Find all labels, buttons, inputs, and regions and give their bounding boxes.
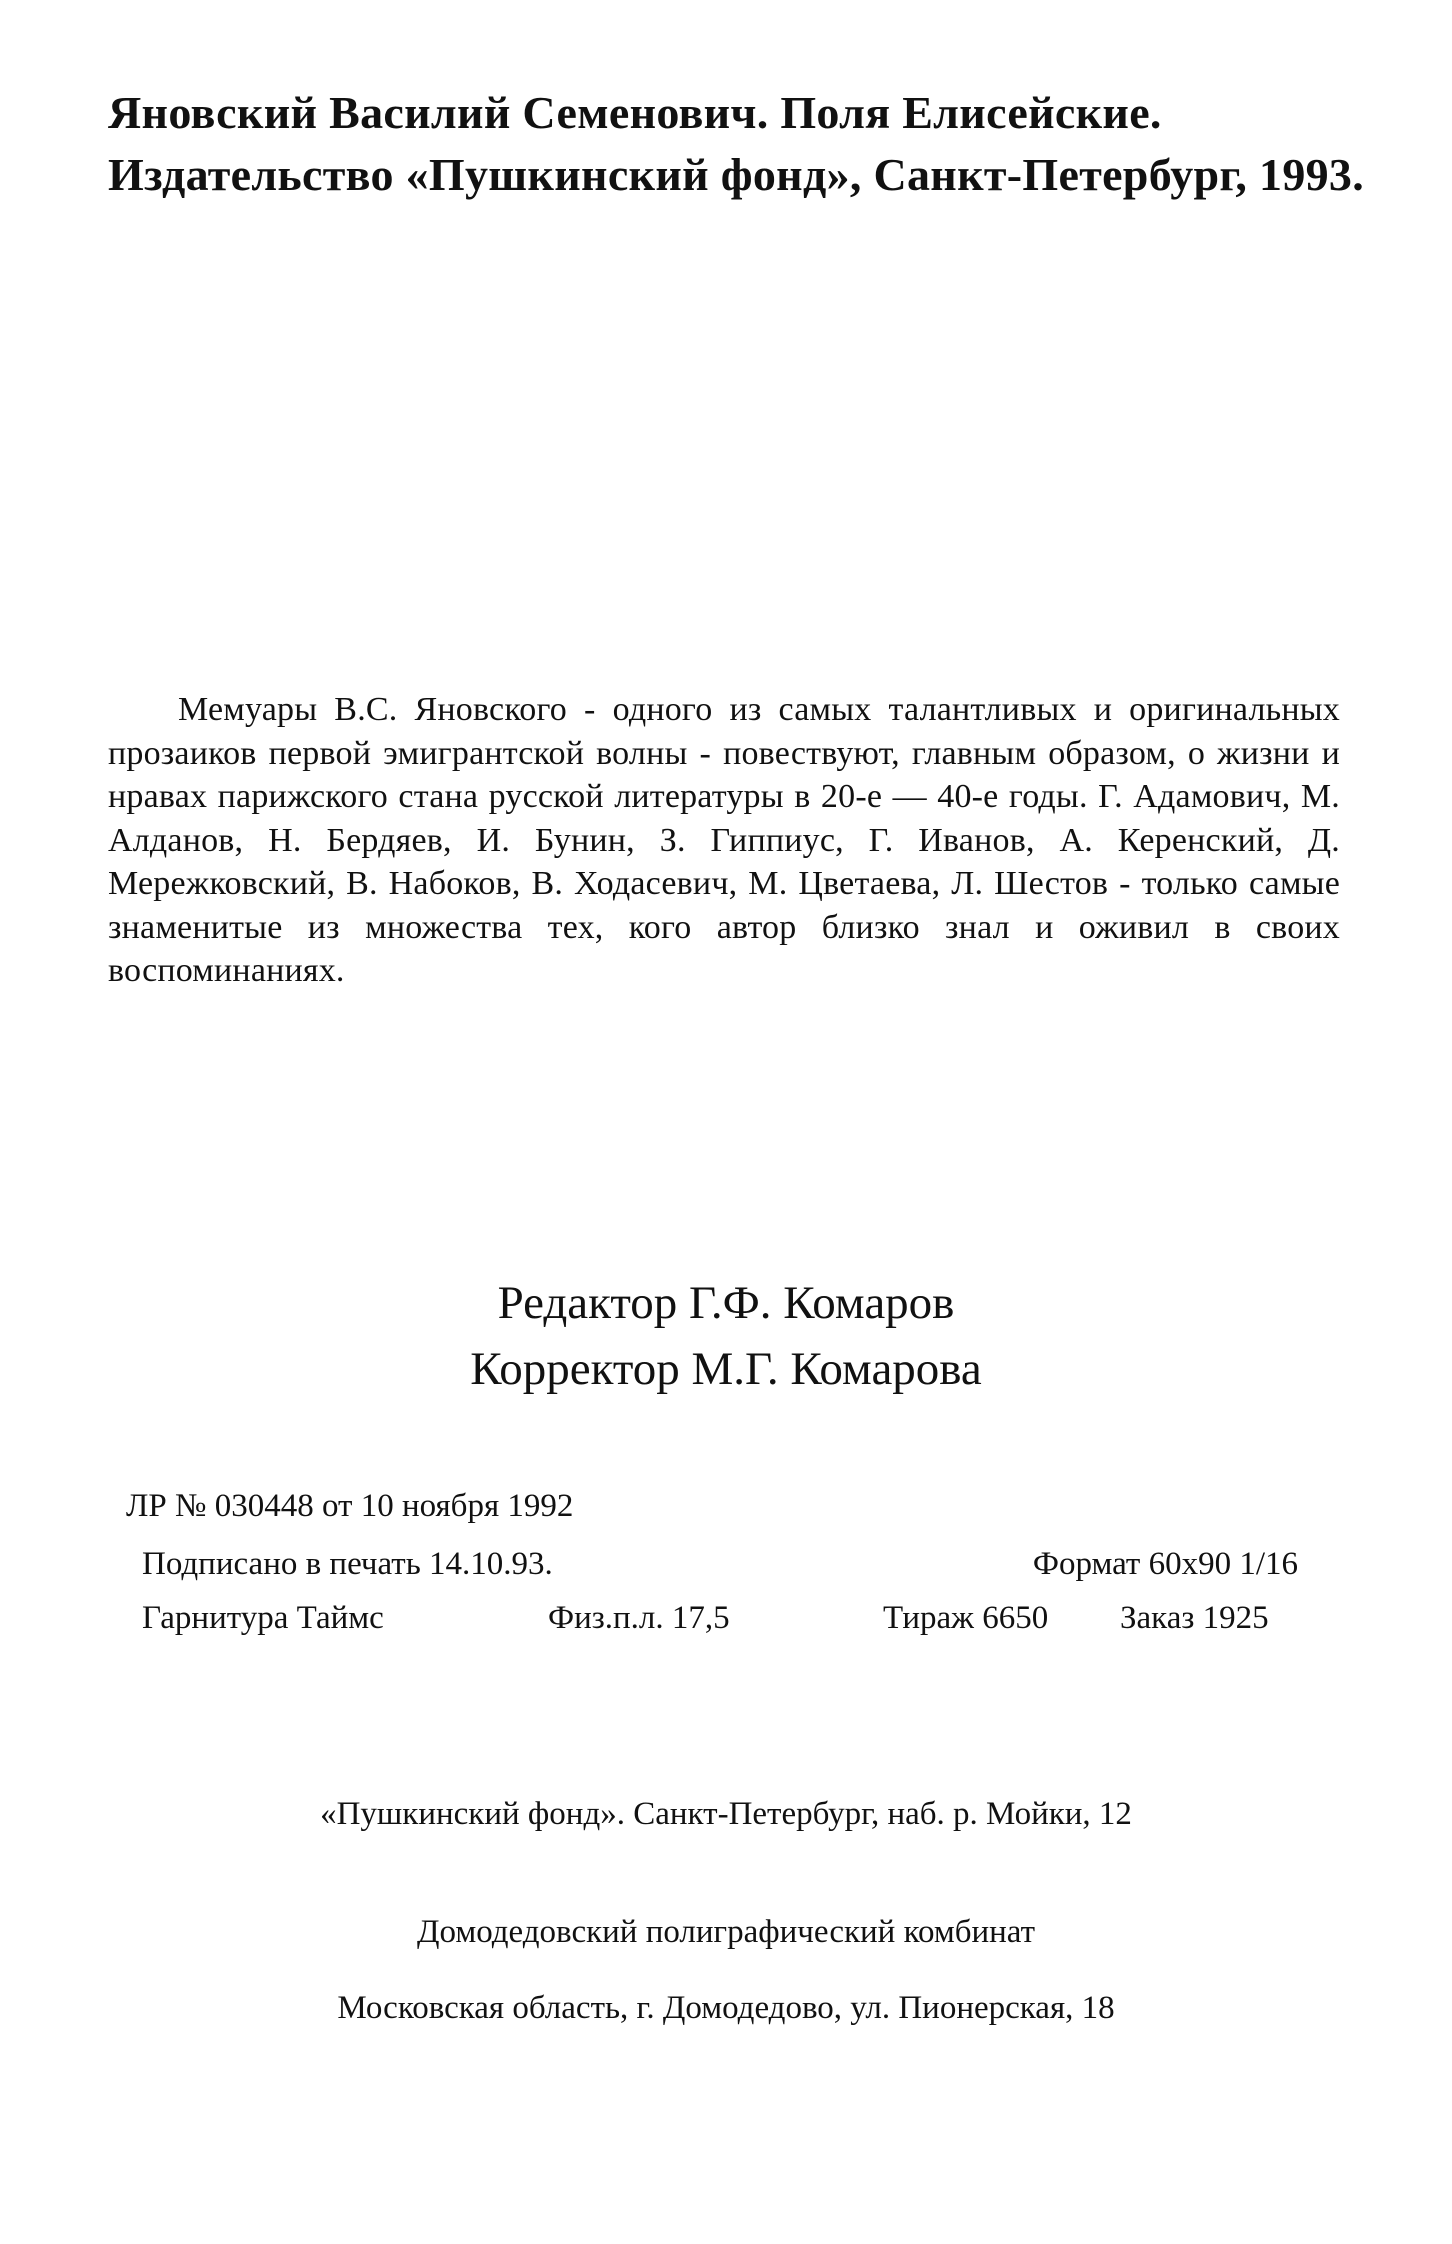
license-number: ЛР № 030448 от 10 ноября 1992 bbox=[126, 1488, 574, 1524]
paper-format: Формат 60х90 1/16 bbox=[1032, 1546, 1298, 1582]
order-number: Заказ 1925 bbox=[1120, 1600, 1269, 1636]
bibliographic-header bbox=[108, 82, 1365, 206]
staff-credits bbox=[0, 1270, 1452, 1402]
annotation-paragraph: Мемуары В.С. Яновского - одного из самых талантливых и оригинальных прозаиков первой эмигрантской волны - повествуют, главным образом, о жизни и нравах парижского стана русской литературы в 20-е — 40-е годы. Г. Адамович, М. Алданов, Н. Бердяев, И. Бунин, З. Гиппиус, Г. Иванов, А. Керенский, Д. Мережковский, В. Набоков, В. Ходасевич, М. Цветаева, Л. Шестов - только самые знаменитые из множества тех, кого автор близко знал и оживил в своих воспоминаниях. bbox=[108, 691, 1340, 989]
publisher-address: «Пушкинский фонд». Санкт-Петербург, наб. р. Мойки, 12 bbox=[320, 1796, 1132, 1832]
printer-address: Московская область, г. Домодедово, ул. Пионерская, 18 bbox=[337, 1990, 1115, 2026]
printed-sheets: Физ.п.л. 17,5 bbox=[548, 1600, 730, 1636]
editor-credit: Редактор Г.Ф. Комаров bbox=[497, 1277, 955, 1329]
header-publisher: Издательство «Пушкинский фонд», Санкт-Петербург, 1993. bbox=[108, 149, 1365, 200]
typeface: Гарнитура Таймс bbox=[142, 1600, 384, 1636]
proofreader-credit: Корректор М.Г. Комарова bbox=[470, 1343, 982, 1395]
print-run: Тираж 6650 bbox=[883, 1600, 1049, 1636]
signed-date: Подписано в печать 14.10.93. bbox=[142, 1546, 553, 1582]
header-author-title: Яновский Василий Семенович. Поля Елисейские. bbox=[108, 87, 1162, 138]
printer-name: Домодедовский полиграфический комбинат bbox=[416, 1914, 1036, 1950]
